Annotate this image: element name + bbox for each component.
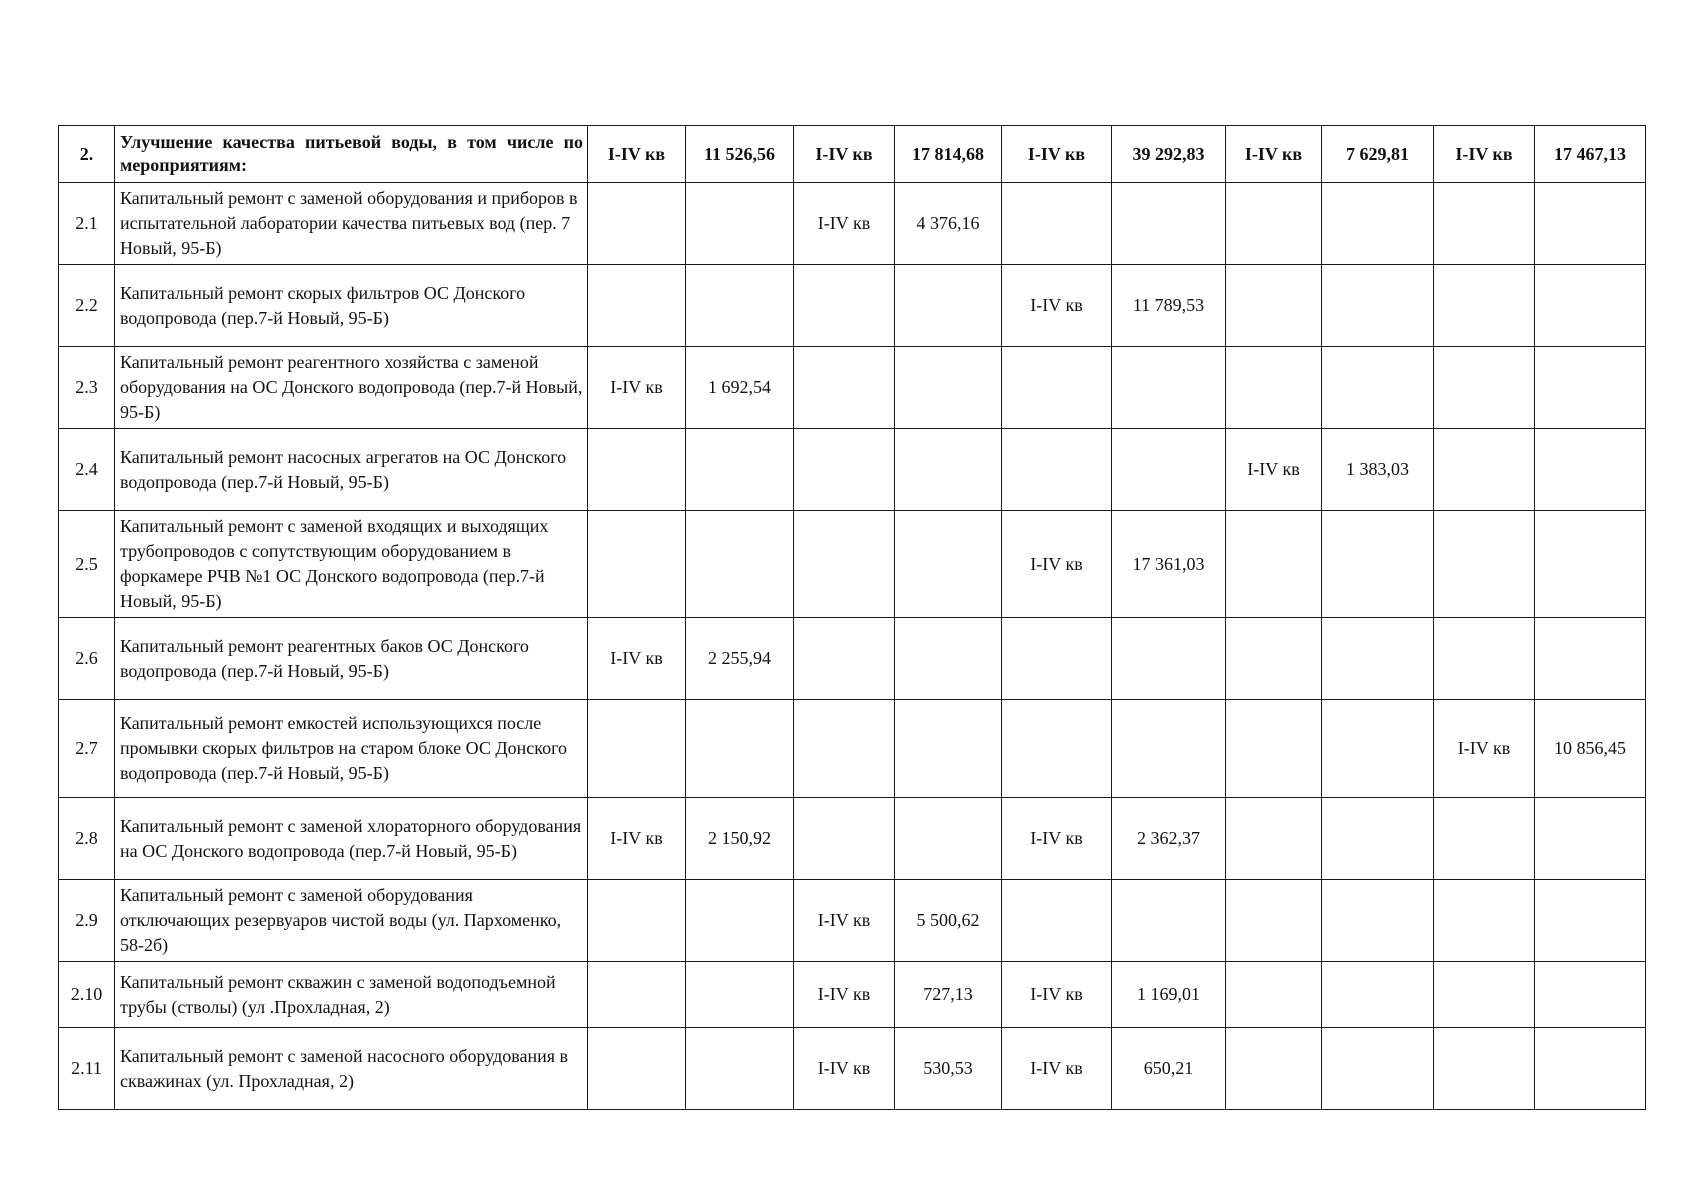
row-number: 2.1	[59, 183, 115, 265]
section-title: Улучшение качества питьевой воды, в том числе по мероприятиям:	[115, 126, 588, 183]
period-cell-5	[1434, 1028, 1535, 1110]
period-cell-3: I-IV кв	[1002, 798, 1112, 880]
header-amount-4: 7 629,81	[1322, 126, 1434, 183]
header-period-2: I-IV кв	[794, 126, 895, 183]
amount-cell-1	[686, 511, 794, 618]
amount-cell-5	[1535, 798, 1646, 880]
program-table	[58, 125, 1646, 1110]
period-cell-3: I-IV кв	[1002, 962, 1112, 1028]
amount-cell-2: 530,53	[895, 1028, 1002, 1110]
amount-cell-2: 727,13	[895, 962, 1002, 1028]
table-row	[59, 700, 1646, 798]
amount-cell-5	[1535, 1028, 1646, 1110]
header-period-5: I-IV кв	[1434, 126, 1535, 183]
period-cell-5	[1434, 347, 1535, 429]
table-body	[59, 126, 1646, 1110]
header-amount-3: 39 292,83	[1112, 126, 1226, 183]
period-cell-3	[1002, 429, 1112, 511]
measure-name: Капитальный ремонт реагентных баков ОС Донского водопровода (пер.7-й Новый, 95-Б)	[115, 618, 588, 700]
period-cell-1	[588, 429, 686, 511]
period-cell-3: I-IV кв	[1002, 1028, 1112, 1110]
amount-cell-2	[895, 347, 1002, 429]
amount-cell-3: 11 789,53	[1112, 265, 1226, 347]
period-cell-1: I-IV кв	[588, 347, 686, 429]
header-period-3: I-IV кв	[1002, 126, 1112, 183]
amount-cell-2	[895, 700, 1002, 798]
amount-cell-5	[1535, 183, 1646, 265]
amount-cell-3	[1112, 618, 1226, 700]
row-number: 2.8	[59, 798, 115, 880]
amount-cell-4	[1322, 265, 1434, 347]
measure-name: Капитальный ремонт с заменой насосного оборудования в скважинах (ул. Прохладная, 2)	[115, 1028, 588, 1110]
measure-name: Капитальный ремонт емкостей использующихся после промывки скорых фильтров на старом блоке ОС Донского водопровода (пер.7-й Новый, 95-Б)	[115, 700, 588, 798]
measure-name: Капитальный ремонт скважин с заменой водоподъемной трубы (стволы) (ул .Прохладная, 2)	[115, 962, 588, 1028]
period-cell-3	[1002, 183, 1112, 265]
amount-cell-1	[686, 880, 794, 962]
period-cell-1	[588, 1028, 686, 1110]
table-row	[59, 1028, 1646, 1110]
measure-name: Капитальный ремонт скорых фильтров ОС Донского водопровода (пер.7-й Новый, 95-Б)	[115, 265, 588, 347]
period-cell-4	[1226, 880, 1322, 962]
period-cell-4	[1226, 511, 1322, 618]
amount-cell-3: 17 361,03	[1112, 511, 1226, 618]
row-number: 2.3	[59, 347, 115, 429]
period-cell-4	[1226, 798, 1322, 880]
period-cell-5	[1434, 183, 1535, 265]
amount-cell-1	[686, 962, 794, 1028]
amount-cell-5	[1535, 265, 1646, 347]
amount-cell-3	[1112, 347, 1226, 429]
table-row	[59, 880, 1646, 962]
amount-cell-1: 1 692,54	[686, 347, 794, 429]
amount-cell-1	[686, 265, 794, 347]
period-cell-2: I-IV кв	[794, 183, 895, 265]
section-number: 2.	[59, 126, 115, 183]
row-number: 2.6	[59, 618, 115, 700]
amount-cell-1	[686, 1028, 794, 1110]
period-cell-4	[1226, 183, 1322, 265]
amount-cell-2	[895, 511, 1002, 618]
amount-cell-5: 10 856,45	[1535, 700, 1646, 798]
amount-cell-2	[895, 265, 1002, 347]
amount-cell-4	[1322, 347, 1434, 429]
period-cell-1	[588, 880, 686, 962]
period-cell-2: I-IV кв	[794, 962, 895, 1028]
row-number: 2.11	[59, 1028, 115, 1110]
period-cell-1	[588, 511, 686, 618]
period-cell-2	[794, 798, 895, 880]
period-cell-5	[1434, 962, 1535, 1028]
period-cell-5	[1434, 618, 1535, 700]
amount-cell-3	[1112, 429, 1226, 511]
table-row	[59, 265, 1646, 347]
amount-cell-5	[1535, 347, 1646, 429]
table-row	[59, 429, 1646, 511]
amount-cell-5	[1535, 618, 1646, 700]
period-cell-4	[1226, 347, 1322, 429]
amount-cell-4	[1322, 1028, 1434, 1110]
period-cell-3	[1002, 618, 1112, 700]
amount-cell-5	[1535, 880, 1646, 962]
amount-cell-4: 1 383,03	[1322, 429, 1434, 511]
amount-cell-1	[686, 429, 794, 511]
period-cell-5	[1434, 429, 1535, 511]
amount-cell-1: 2 255,94	[686, 618, 794, 700]
period-cell-4	[1226, 618, 1322, 700]
section-header-row	[59, 126, 1646, 183]
amount-cell-5	[1535, 962, 1646, 1028]
amount-cell-3: 650,21	[1112, 1028, 1226, 1110]
period-cell-5	[1434, 798, 1535, 880]
amount-cell-2	[895, 798, 1002, 880]
period-cell-2: I-IV кв	[794, 880, 895, 962]
amount-cell-4	[1322, 511, 1434, 618]
table-row	[59, 511, 1646, 618]
amount-cell-3	[1112, 183, 1226, 265]
measure-name: Капитальный ремонт с заменой входящих и выходящих трубопроводов с сопутствующим оборудованием в форкамере РЧВ №1 ОС Донского водопровода (пер.7-й Новый, 95-Б)	[115, 511, 588, 618]
table-row	[59, 618, 1646, 700]
period-cell-5	[1434, 880, 1535, 962]
amount-cell-4	[1322, 962, 1434, 1028]
row-number: 2.7	[59, 700, 115, 798]
row-number: 2.10	[59, 962, 115, 1028]
amount-cell-3: 1 169,01	[1112, 962, 1226, 1028]
period-cell-2	[794, 700, 895, 798]
measure-name: Капитальный ремонт с заменой оборудования отключающих резервуаров чистой воды (ул. Пархоменко, 58-2б)	[115, 880, 588, 962]
amount-cell-2	[895, 618, 1002, 700]
period-cell-4: I-IV кв	[1226, 429, 1322, 511]
period-cell-4	[1226, 1028, 1322, 1110]
period-cell-1: I-IV кв	[588, 798, 686, 880]
period-cell-3: I-IV кв	[1002, 265, 1112, 347]
period-cell-5	[1434, 511, 1535, 618]
amount-cell-4	[1322, 618, 1434, 700]
amount-cell-3	[1112, 880, 1226, 962]
amount-cell-2: 5 500,62	[895, 880, 1002, 962]
period-cell-3: I-IV кв	[1002, 511, 1112, 618]
measure-name: Капитальный ремонт насосных агрегатов на ОС Донского водопровода (пер.7-й Новый, 95-Б)	[115, 429, 588, 511]
amount-cell-1	[686, 183, 794, 265]
amount-cell-2	[895, 429, 1002, 511]
period-cell-1: I-IV кв	[588, 618, 686, 700]
row-number: 2.5	[59, 511, 115, 618]
table-row	[59, 798, 1646, 880]
amount-cell-3: 2 362,37	[1112, 798, 1226, 880]
header-period-4: I-IV кв	[1226, 126, 1322, 183]
measure-name: Капитальный ремонт с заменой хлораторного оборудования на ОС Донского водопровода (пер.7-й Новый, 95-Б)	[115, 798, 588, 880]
measure-name: Капитальный ремонт с заменой оборудования и приборов в испытательной лаборатории качества питьевых вод (пер. 7 Новый, 95-Б)	[115, 183, 588, 265]
header-amount-1: 11 526,56	[686, 126, 794, 183]
table-row	[59, 347, 1646, 429]
header-amount-2: 17 814,68	[895, 126, 1002, 183]
header-period-1: I-IV кв	[588, 126, 686, 183]
amount-cell-3	[1112, 700, 1226, 798]
period-cell-1	[588, 265, 686, 347]
period-cell-2	[794, 265, 895, 347]
amount-cell-1: 2 150,92	[686, 798, 794, 880]
period-cell-1	[588, 962, 686, 1028]
measure-name: Капитальный ремонт реагентного хозяйства с заменой оборудования на ОС Донского водопровода (пер.7-й Новый, 95-Б)	[115, 347, 588, 429]
period-cell-2	[794, 618, 895, 700]
period-cell-2	[794, 347, 895, 429]
amount-cell-5	[1535, 429, 1646, 511]
amount-cell-1	[686, 700, 794, 798]
amount-cell-4	[1322, 700, 1434, 798]
table-row	[59, 962, 1646, 1028]
period-cell-3	[1002, 880, 1112, 962]
amount-cell-4	[1322, 880, 1434, 962]
period-cell-2: I-IV кв	[794, 1028, 895, 1110]
row-number: 2.4	[59, 429, 115, 511]
period-cell-2	[794, 429, 895, 511]
period-cell-3	[1002, 347, 1112, 429]
header-amount-5: 17 467,13	[1535, 126, 1646, 183]
period-cell-3	[1002, 700, 1112, 798]
table-row	[59, 183, 1646, 265]
period-cell-1	[588, 700, 686, 798]
period-cell-4	[1226, 265, 1322, 347]
amount-cell-2: 4 376,16	[895, 183, 1002, 265]
period-cell-2	[794, 511, 895, 618]
amount-cell-4	[1322, 798, 1434, 880]
row-number: 2.2	[59, 265, 115, 347]
period-cell-5	[1434, 265, 1535, 347]
period-cell-5: I-IV кв	[1434, 700, 1535, 798]
amount-cell-4	[1322, 183, 1434, 265]
period-cell-4	[1226, 700, 1322, 798]
amount-cell-5	[1535, 511, 1646, 618]
period-cell-1	[588, 183, 686, 265]
row-number: 2.9	[59, 880, 115, 962]
period-cell-4	[1226, 962, 1322, 1028]
